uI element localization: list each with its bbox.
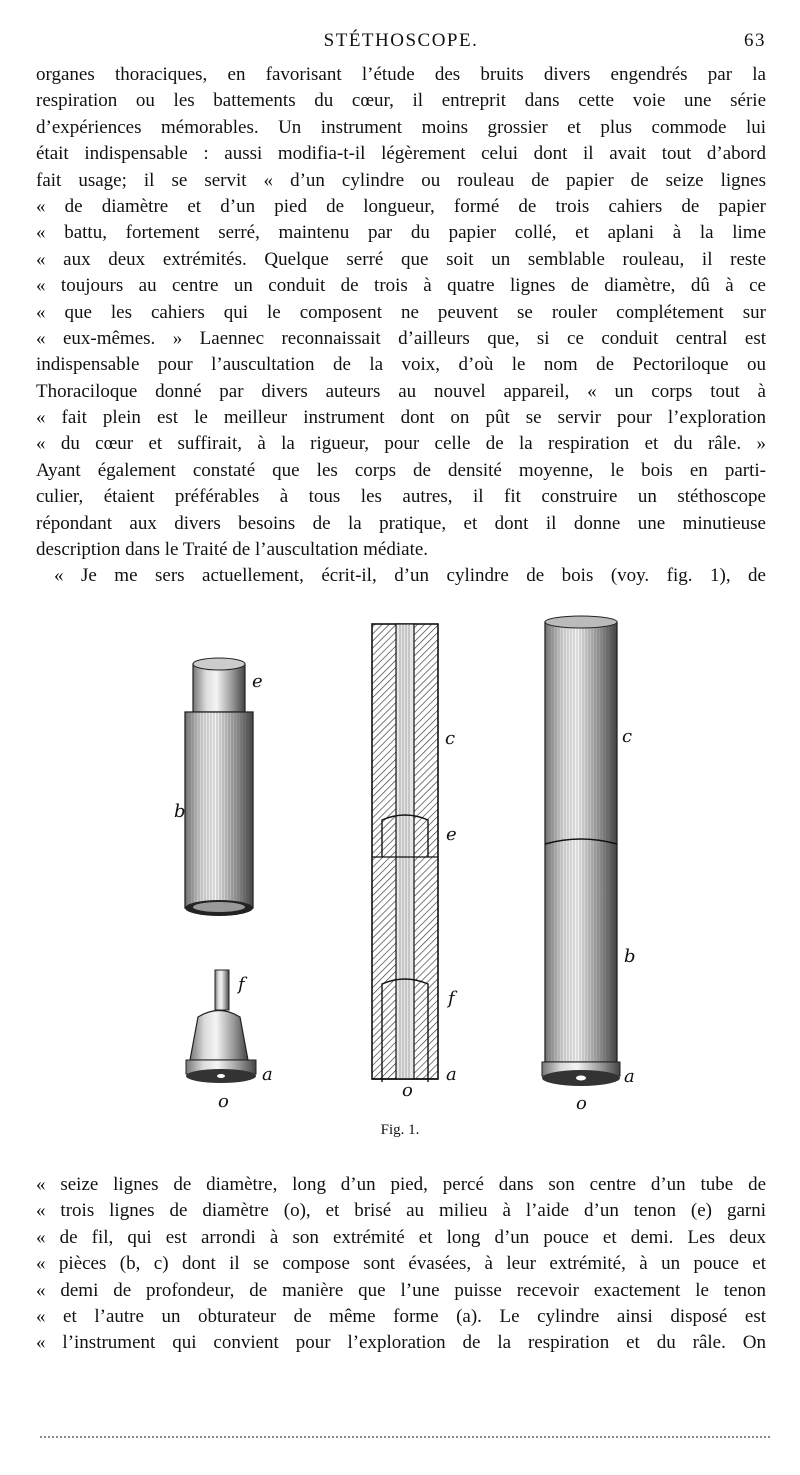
label-o-mid: o bbox=[402, 1080, 413, 1101]
middle-cross-section bbox=[372, 624, 438, 1082]
paragraph-top bbox=[36, 62, 766, 590]
bottom-dotted-rule bbox=[40, 1436, 770, 1440]
text-line: répondant aux divers besoins de la pratique, et dont il donne une minutieuse bbox=[36, 512, 766, 534]
label-e-left: e bbox=[252, 671, 263, 692]
text-line: « pièces (b, c) dont il se compose sont évasées, à leur extrémité, à un pouce et bbox=[36, 1253, 766, 1275]
right-assembled-cylinder bbox=[542, 616, 620, 1086]
left-obturator-a bbox=[186, 970, 256, 1083]
text-line: description dans le Traité de l’auscultation médiate. bbox=[36, 539, 429, 561]
text-line: « du cœur et suffirait, à la rigueur, pour celle de la respiration et du râle. » bbox=[36, 433, 766, 455]
text-line: « de fil, qui est arrondi à son extrémité et long d’un pouce et demi. Les deux bbox=[36, 1226, 766, 1248]
text-line: organes thoraciques, en favorisant l’étude des bruits divers engendrés par la bbox=[36, 64, 766, 85]
running-title: STÉTHOSCOPE. bbox=[323, 30, 479, 51]
label-c-mid: c bbox=[445, 728, 456, 749]
label-o-right: o bbox=[576, 1093, 587, 1112]
page-number: 63 bbox=[744, 30, 766, 51]
label-o-left: o bbox=[218, 1091, 229, 1112]
figure-caption: Fig. 1. bbox=[380, 1122, 420, 1138]
label-a-mid: a bbox=[446, 1064, 457, 1085]
text-line: « seize lignes de diamètre, long d’un pied, percé dans son centre d’un tube de bbox=[36, 1174, 766, 1195]
text-line: « eux-mêmes. » Laennec reconnaissait d’ailleurs que, si ce conduit central est bbox=[36, 327, 766, 349]
label-a-left: a bbox=[262, 1064, 273, 1085]
label-b-right: b bbox=[624, 946, 636, 967]
paragraph-bottom bbox=[36, 1172, 766, 1357]
label-c-right: c bbox=[622, 726, 633, 747]
text-line: indispensable pour l’auscultation de la voix, d’où le nom de Pectoriloque ou bbox=[36, 354, 766, 376]
stethoscope-figure bbox=[90, 612, 730, 1112]
text-line: « aux deux extrémités. Quelque serré que soit un semblable rouleau, il reste bbox=[36, 248, 766, 270]
text-line: fait usage; il se servit « d’un cylindre ou rouleau de papier de seize lignes bbox=[36, 169, 766, 191]
text-line: « toujours au centre un conduit de trois à quatre lignes de diamètre, dû à ce bbox=[36, 275, 766, 297]
text-line: « fait plein est le meilleur instrument dont on pût se servir pour l’exploration bbox=[36, 407, 766, 429]
text-line: Ayant également constaté que les corps de densité moyenne, le bois en parti- bbox=[36, 459, 766, 481]
label-f-left: f bbox=[238, 974, 245, 995]
quote-start-line: « Je me sers actuellement, écrit-il, d’un cylindre de bois (voy. fig. 1), de bbox=[54, 565, 766, 587]
text-line: « de diamètre et d’un pied de longueur, formé de trois cahiers de papier bbox=[36, 195, 766, 217]
text-line: « demi de profondeur, de manière que l’une puisse recevoir exactement le tenon bbox=[36, 1279, 766, 1301]
text-line: était indispensable : aussi modifia-t-il légèrement celui dont il avait tout d’abord bbox=[36, 143, 766, 165]
label-b-left: b bbox=[174, 801, 186, 822]
text-line: respiration ou les battements du cœur, il entreprit dans cette voie une série bbox=[36, 90, 766, 112]
text-line: « que les cahiers qui le composent ne peuvent se rouler complétement sur bbox=[36, 301, 766, 323]
text-line: culier, étaient préférables à tous les autres, il fit construire un stéthoscope bbox=[36, 486, 766, 508]
text-line: « l’instrument qui convient pour l’exploration de la respiration et du râle. On bbox=[36, 1332, 766, 1354]
text-line: « trois lignes de diamètre (o), et brisé au milieu à l’aide d’un tenon (e) garni bbox=[36, 1200, 766, 1222]
running-header bbox=[36, 30, 766, 56]
text-line: Thoraciloque donné par divers auteurs au nouvel appareil, « un corps tout à bbox=[36, 380, 766, 402]
label-a-right: a bbox=[624, 1066, 635, 1087]
text-line: d’expériences mémorables. Un instrument moins grossier et plus commode lui bbox=[36, 116, 766, 138]
text-line: « battu, fortement serré, maintenu par du papier collé, et aplani à la lime bbox=[36, 222, 766, 244]
text-line: « et l’autre un obturateur de même forme (a). Le cylindre ainsi disposé est bbox=[36, 1305, 766, 1327]
left-piece-b bbox=[185, 658, 253, 916]
label-e-mid: e bbox=[446, 824, 457, 845]
label-f-mid: f bbox=[448, 988, 455, 1009]
